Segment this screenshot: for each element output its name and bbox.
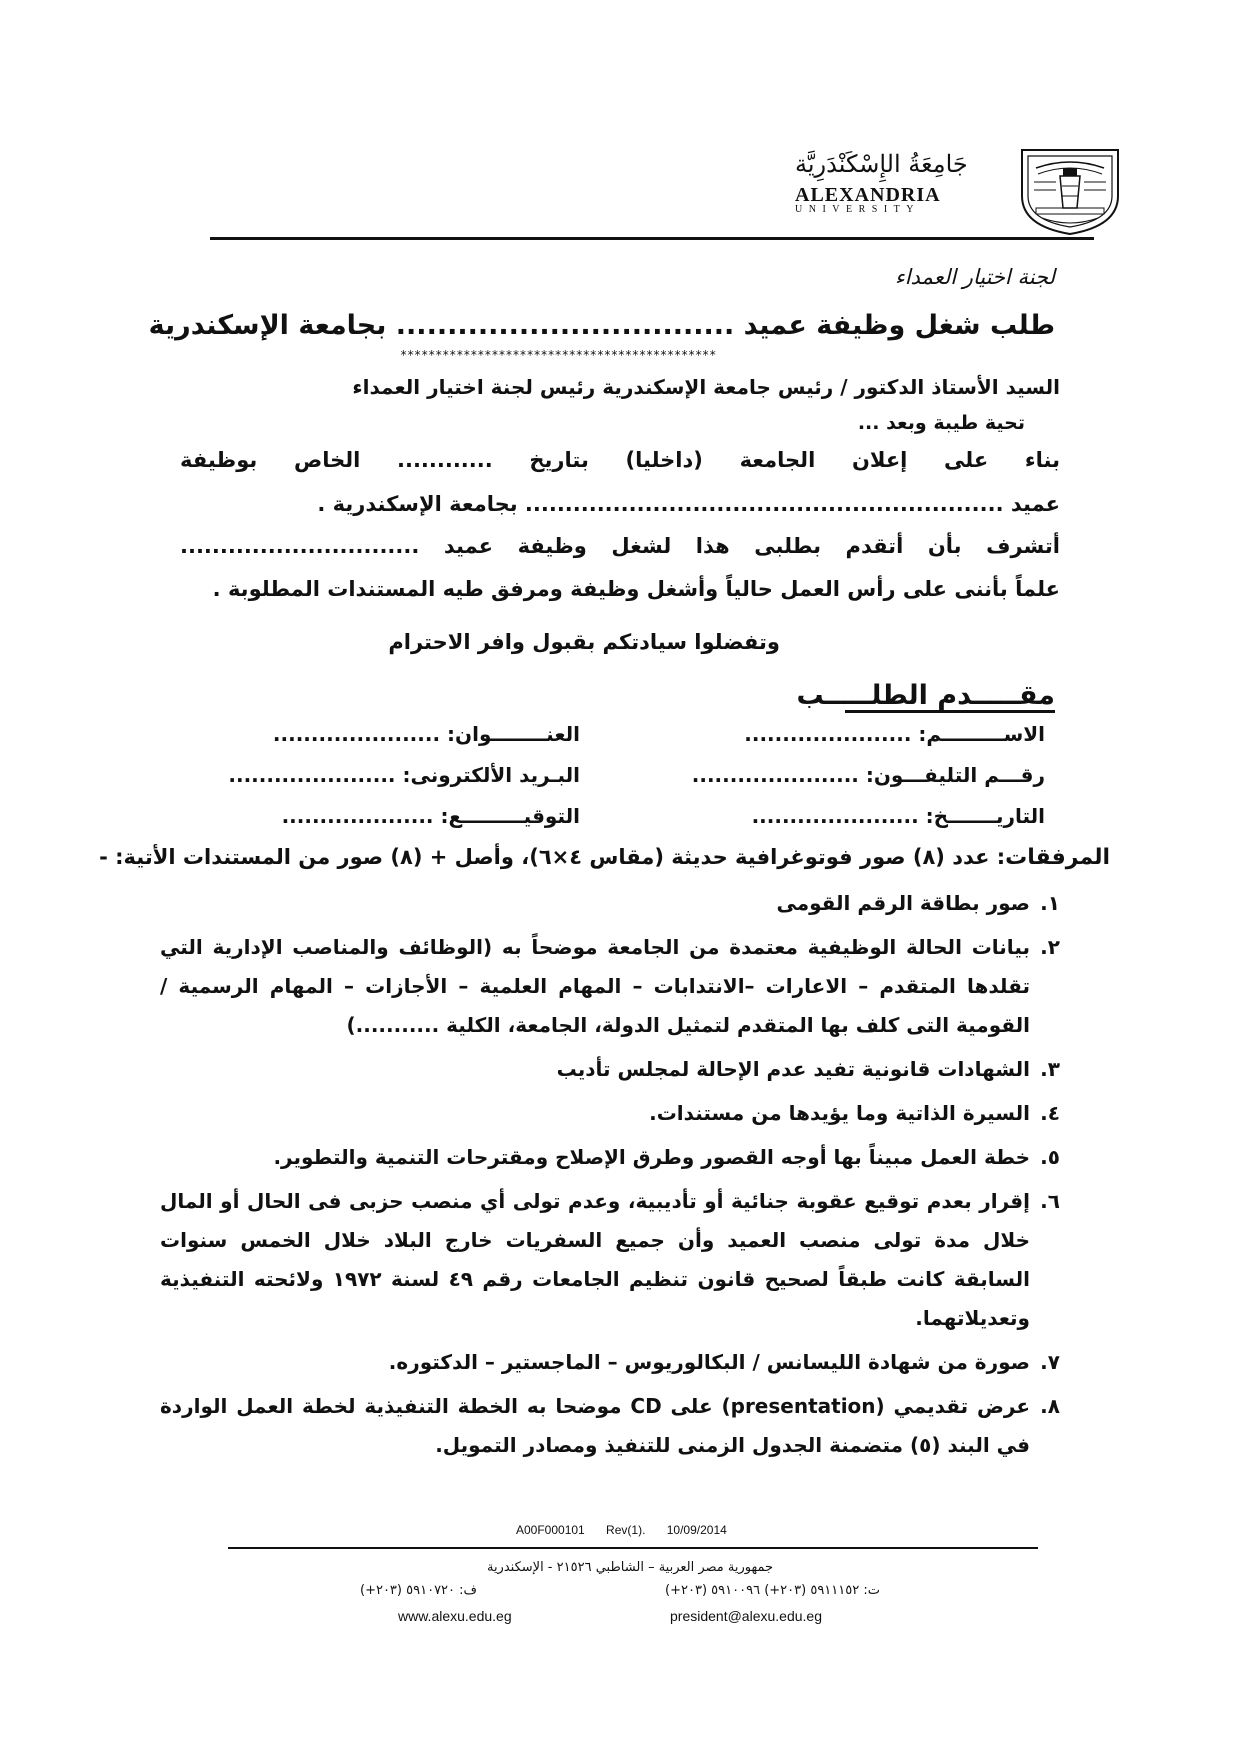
list-item-number: ٦. — [1040, 1189, 1060, 1213]
footer-address: جمهورية مصر العربية – الشاطبي ٢١٥٢٦ - الإسكندرية — [486, 1560, 774, 1575]
applicant-date-field: التاريـــــــخ: ...................... — [751, 804, 1045, 828]
footer-email-link[interactable]: president@alexu.edu.eg — [670, 1608, 822, 1624]
logo-arabic-name: جَامِعَةُ الإِسْكَنْدَرِيَّة — [795, 150, 968, 178]
body-paragraph-4: علماً بأننى على رأس العمل حالياً وأشغل وظيفة ومرفق طيه المستندات المطلوبة . — [212, 577, 1060, 601]
header-divider — [210, 237, 1094, 240]
list-item — [160, 1050, 1060, 1089]
list-item-number: ٨. — [1040, 1394, 1060, 1418]
list-item-text: صورة من شهادة الليسانس / البكالوريوس – الماجستير – الدكتوره. — [388, 1350, 1030, 1374]
list-item — [160, 928, 1060, 1045]
attachments-intro-text: : عدد (٨) صور فوتوغرافية حديثة (مقاس ٤×٦)، وأصل + (٨) صور من المستندات الأتية: - — [99, 845, 1006, 869]
applicant-heading-underline — [845, 710, 1055, 713]
list-item-text: بيانات الحالة الوظيفية معتمدة من الجامعة موضحاً به (الوظائف والمناصب الإدارية التي تقلدها المتقدم – الاعارات –الانتدابات – المهام العلمية – الأجازات – المهام الرسمية / القومية التى كلف بها المتقدم لتمثيل الدولة، الجامعة، الكلية ...........) — [160, 935, 1030, 1037]
list-item-text: الشهادات قانونية تفيد عدم الإحالة لمجلس تأديب — [556, 1057, 1030, 1081]
list-item-text: عرض تقديمي (presentation) على CD موضحا به الخطة التنفيذية لخطة العمل الواردة في البند (٥) متضمنة الجدول الزمنى للتنفيذ ومصادر التمويل. — [160, 1394, 1030, 1457]
body-paragraph-1: بناء على إعلان الجامعة (داخليا) بتاريخ ............ الخاص بوظيفة — [180, 448, 1060, 472]
attachments-label: المرفقات — [1005, 845, 1110, 870]
applicant-heading: مقـــــدم الطلـــــب — [796, 680, 1055, 711]
committee-note: لجنة اختيار العمداء — [894, 265, 1055, 289]
greeting-line: تحية طيبة وبعد ... — [857, 412, 1025, 434]
list-item — [160, 1138, 1060, 1177]
footer-divider — [228, 1547, 1038, 1549]
list-item — [160, 884, 1060, 923]
attachments-list — [160, 884, 1060, 1470]
logo-english-name: ALEXANDRIA — [795, 184, 941, 206]
body-paragraph-2: عميد ............................................................ بجامعة الإسكندرية . — [317, 492, 1060, 516]
applicant-phone-field: رقـــم التليفـــون: ...................... — [691, 763, 1045, 787]
footer-website-link[interactable]: www.alexu.edu.eg — [398, 1608, 512, 1624]
footer-contact-numbers — [360, 1583, 880, 1598]
attachments-intro — [99, 845, 1110, 870]
footer-phones: ت: ٥٩١١١٥٢ (٢٠٣+) ٥٩١٠٠٩٦ (٢٠٣+) — [665, 1583, 880, 1598]
list-item — [160, 1182, 1060, 1338]
applicant-signature-field: التوقيـــــــــع: .................... — [281, 804, 580, 828]
university-logo-text — [795, 150, 1015, 215]
list-item — [160, 1387, 1060, 1465]
list-item-number: ٤. — [1040, 1101, 1060, 1125]
list-item-number: ٢. — [1040, 935, 1060, 959]
applicant-address-field: العنــــــــوان: ...................... — [272, 722, 580, 746]
list-item-number: ٥. — [1040, 1145, 1060, 1169]
footer-fax: ف: ٥٩١٠٧٢٠ (٢٠٣+) — [360, 1583, 478, 1598]
list-item-number: ٣. — [1040, 1057, 1060, 1081]
addressee-line: السيد الأستاذ الدكتور / رئيس جامعة الإسكندرية رئيس لجنة اختيار العمداء — [352, 375, 1060, 399]
closing-line: وتفضلوا سيادتكم بقبول وافر الاحترام — [388, 630, 780, 654]
body-paragraph-3: أتشرف بأن أتقدم بطلبى هذا لشغل وظيفة عميد .............................. — [180, 534, 1060, 558]
logo-university-word: UNIVERSITY — [795, 204, 920, 215]
list-item — [160, 1343, 1060, 1382]
applicant-email-field: البـريد الألكترونى: ...................... — [228, 763, 580, 787]
list-item-text: السيرة الذاتية وما يؤيدها من مستندات. — [649, 1101, 1030, 1125]
stars-divider: ********************************************* — [400, 348, 717, 362]
applicant-name-field: الاســـــــــم: ...................... — [744, 722, 1045, 746]
list-item-text: خطة العمل مبيناً بها أوجه القصور وطرق الإصلاح ومقترحات التنمية والتطوير. — [273, 1145, 1030, 1169]
list-item-number: ٧. — [1040, 1350, 1060, 1374]
list-item-text: صور بطاقة الرقم القومى — [776, 891, 1030, 915]
list-item — [160, 1094, 1060, 1133]
document-code: A00F000101 Rev(1). 10/09/2014 — [516, 1523, 727, 1537]
page-title: طلب شغل وظيفة عميد ................................. بجامعة الإسكندرية — [148, 310, 1055, 341]
list-item-number: ١. — [1040, 891, 1060, 915]
lighthouse-seal-icon — [1016, 146, 1124, 236]
list-item-text: إقرار بعدم توقيع عقوبة جنائية أو تأديبية، وعدم تولى أي منصب حزبى فى الحال أو المال خلال مدة تولى منصب العميد وأن جميع السفريات خارج البلاد خلال الخمس سنوات السابقة كانت طبقاً لصحيح قانون تنظيم الجامعات رقم ٤٩ لسنة ١٩٧٢ ولائحته التنفيذية وتعديلاتهما. — [160, 1189, 1030, 1330]
